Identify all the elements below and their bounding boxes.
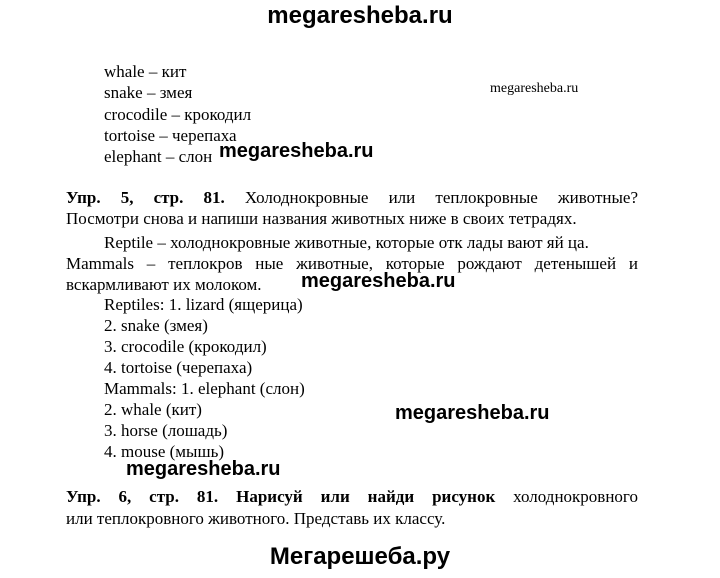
list-item: 4. mouse (мышь) [104, 442, 224, 461]
ex6-label: Упр. 6, стр. 81. Нарисуй или найди рисунок [66, 487, 496, 506]
ex5-line3: Reptile – холоднокровные животные, которые отк лады вают яй ца. [104, 233, 589, 252]
list-item: 2. snake (змея) [104, 316, 208, 335]
ex5-label: Упр. 5, стр. 81. [66, 188, 225, 207]
list-item: 3. horse (лошадь) [104, 421, 228, 440]
ex6-line1: холоднокровного [495, 487, 638, 506]
list-item: 3. crocodile (крокодил) [104, 337, 267, 356]
list-item: Mammals: 1. elephant (слон) [104, 379, 305, 398]
vocab-item: crocodile – крокодил [104, 105, 252, 124]
vocab-item: tortoise – черепаха [104, 126, 237, 145]
ex5-line1: Холоднокровные или теплокровные животные? [224, 188, 638, 207]
vocab-item: elephant – слон [104, 147, 213, 166]
watermark-top: megaresheba.ru [267, 2, 453, 29]
watermark-mid: megaresheba.ru [126, 458, 281, 480]
ex6-line2: или теплокровного животного. Представь их классу. [66, 509, 446, 528]
watermark-mid: megaresheba.ru [301, 270, 456, 292]
list-item: 4. tortoise (черепаха) [104, 358, 253, 377]
ex5-heading-line [66, 187, 638, 208]
list-item: 2. whale (кит) [104, 400, 202, 419]
list-item: Reptiles: 1. lizard (ящерица) [104, 295, 303, 314]
ex5-line5: вскармливают их молоком. [66, 275, 262, 294]
watermark-mid: megaresheba.ru [395, 402, 550, 424]
ex5-line2: Посмотри снова и напиши названия животных ниже в своих тетрадях. [66, 209, 577, 228]
watermark-small: megaresheba.ru [490, 81, 579, 96]
ex5-line4: Mammals – теплокров ные животные, которые рождают детенышей и [66, 254, 638, 273]
vocab-item: whale – кит [104, 62, 187, 81]
watermark-mid: megaresheba.ru [219, 140, 374, 162]
ex6-heading-line [66, 486, 638, 507]
watermark-bottom: Мегарешеба.ру [269, 543, 451, 570]
vocab-item: snake – змея [104, 83, 193, 102]
